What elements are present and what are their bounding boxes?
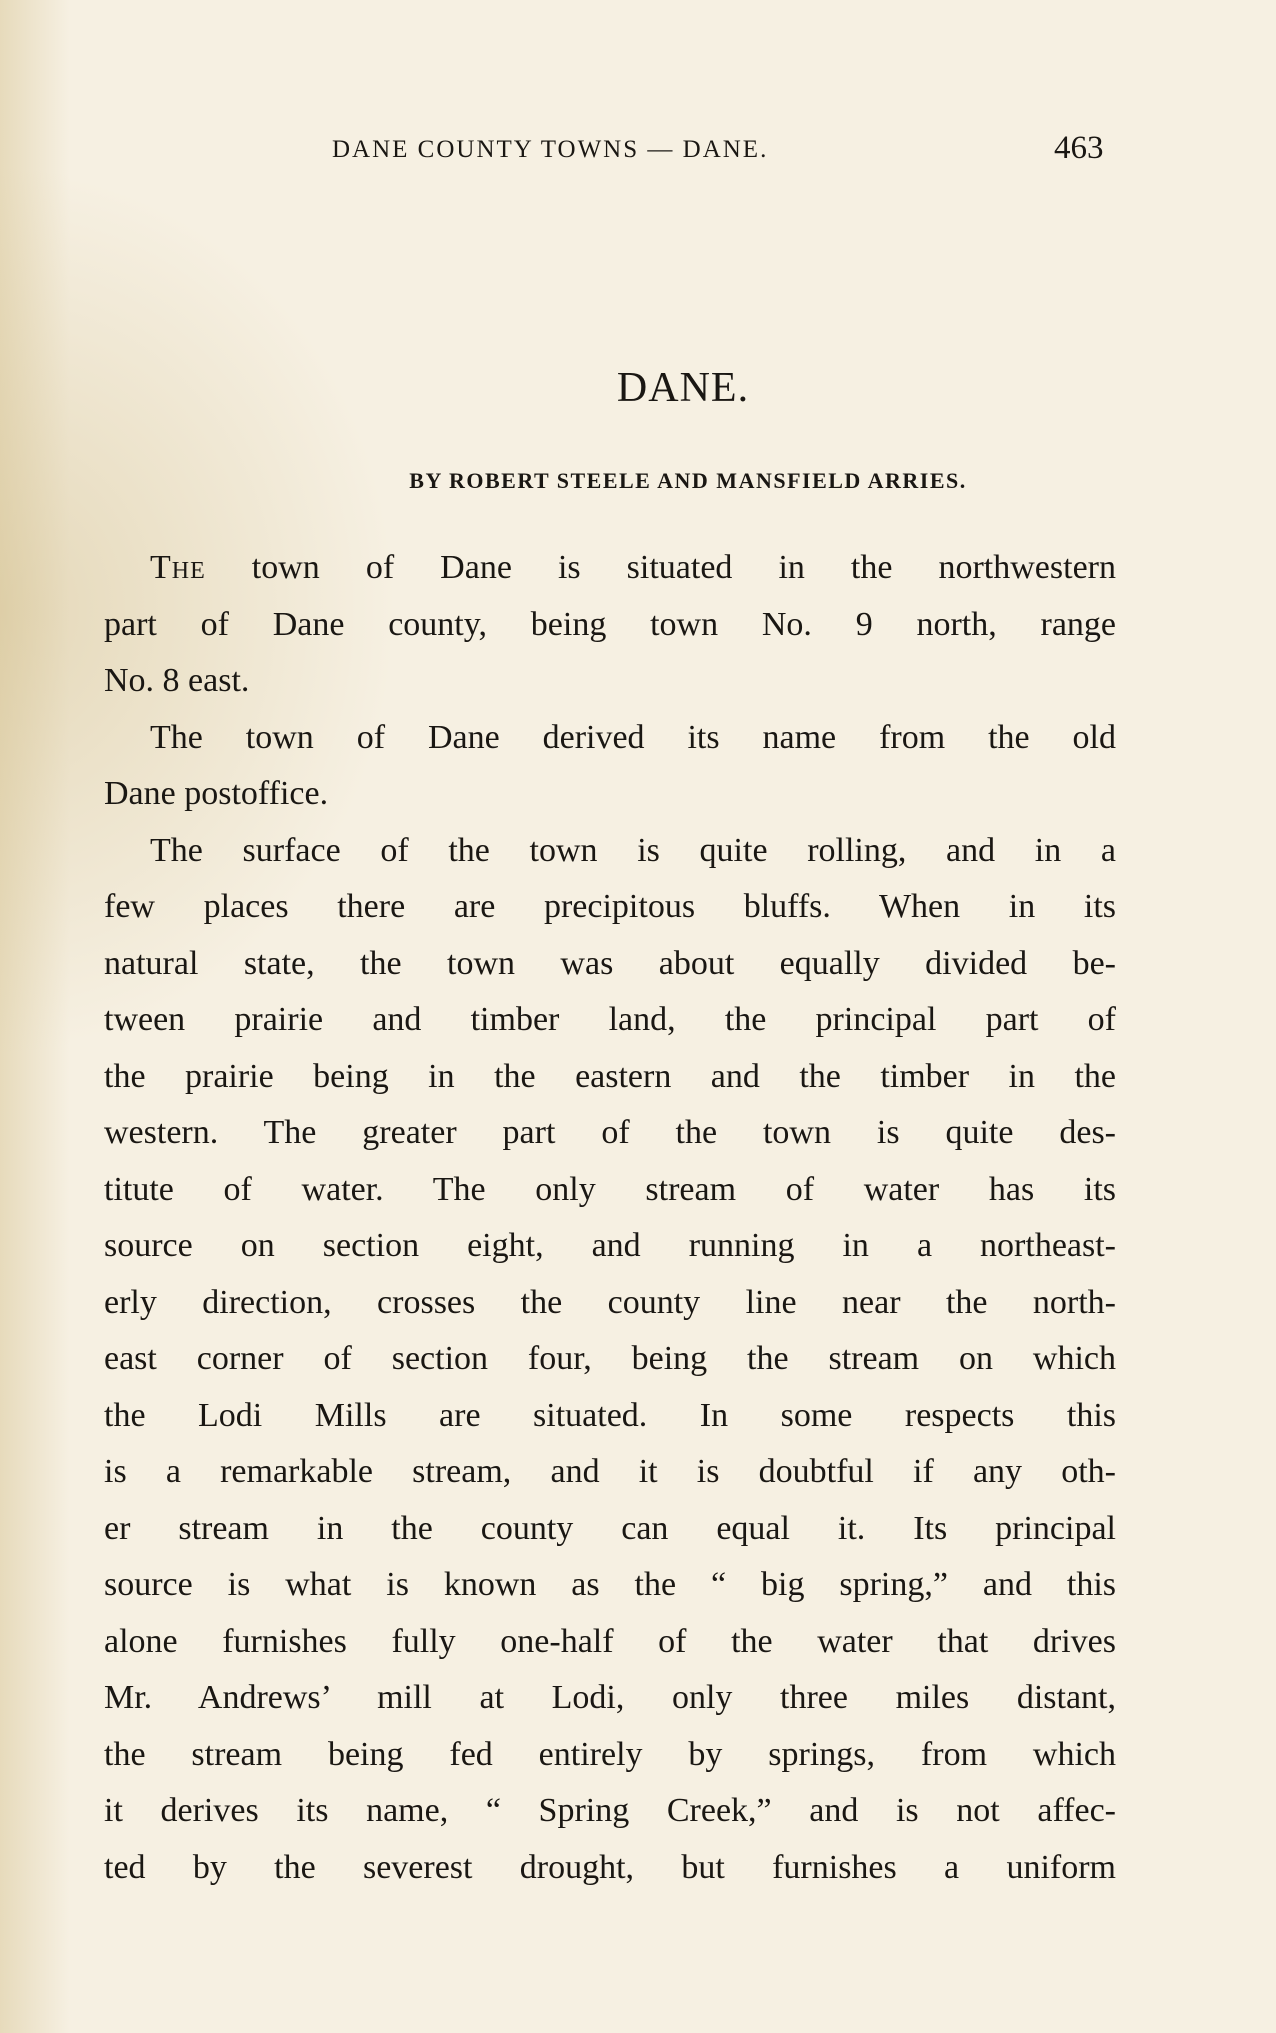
- paragraph-line: er stream in the county can equal it. Its principal: [104, 1509, 1116, 1547]
- paragraph-line: alone furnishes fully one-half of the water that drives: [104, 1622, 1116, 1660]
- paragraph-line: is a remarkable stream, and it is doubtful if any oth-: [104, 1453, 1116, 1490]
- running-head: [0, 130, 1276, 170]
- body-text: [104, 540, 1116, 1896]
- paragraph-line: [104, 540, 1116, 597]
- paragraph-line: it derives its name, “ Spring Creek,” and is not affec-: [104, 1792, 1116, 1829]
- paragraph-line: the Lodi Mills are situated. In some respects this: [104, 1396, 1116, 1434]
- paragraph-line: titute of water. The only stream of water has its: [104, 1170, 1116, 1208]
- paragraph-line: ted by the severest drought, but furnishes a uniform: [104, 1848, 1116, 1886]
- byline: BY ROBERT STEELE AND MANSFIELD ARRIES.: [409, 468, 967, 493]
- line-text: town of Dane is situated in the northwestern: [205, 549, 1116, 586]
- paragraph-line: few places there are precipitous bluffs. When in its: [104, 888, 1116, 925]
- chapter-title: DANE.: [616, 365, 750, 411]
- running-title: DANE COUNTY TOWNS — DANE.: [332, 136, 769, 163]
- paragraph-line: part of Dane county, being town No. 9 north, range: [104, 605, 1116, 643]
- paragraph-line: Mr. Andrews’ mill at Lodi, only three miles distant,: [104, 1679, 1116, 1716]
- paragraph-line: the stream being fed entirely by springs, from which: [104, 1735, 1116, 1773]
- paragraph-line: The town of Dane derived its name from the old: [150, 718, 1116, 756]
- paragraph-line: The surface of the town is quite rolling, and in a: [150, 831, 1116, 869]
- paragraph-line: east corner of section four, being the stream on which: [104, 1340, 1116, 1377]
- paragraph-line: source is what is known as the “ big spring,” and this: [104, 1566, 1116, 1603]
- paragraph-line: source on section eight, and running in a northeast-: [104, 1227, 1116, 1264]
- paragraph-line: No. 8 east.: [104, 662, 250, 699]
- page-number: 463: [1054, 130, 1104, 166]
- paragraph-line: natural state, the town was about equally divided be-: [104, 944, 1116, 982]
- paragraph-line: western. The greater part of the town is quite des-: [104, 1114, 1116, 1151]
- paragraph-line: Dane postoffice.: [104, 775, 329, 812]
- paragraph-line: tween prairie and timber land, the principal part of: [104, 1001, 1116, 1038]
- paragraph-line: the prairie being in the eastern and the timber in the: [104, 1057, 1116, 1095]
- drop-word: The: [150, 549, 206, 586]
- paragraph-line: erly direction, crosses the county line near the north-: [104, 1283, 1116, 1321]
